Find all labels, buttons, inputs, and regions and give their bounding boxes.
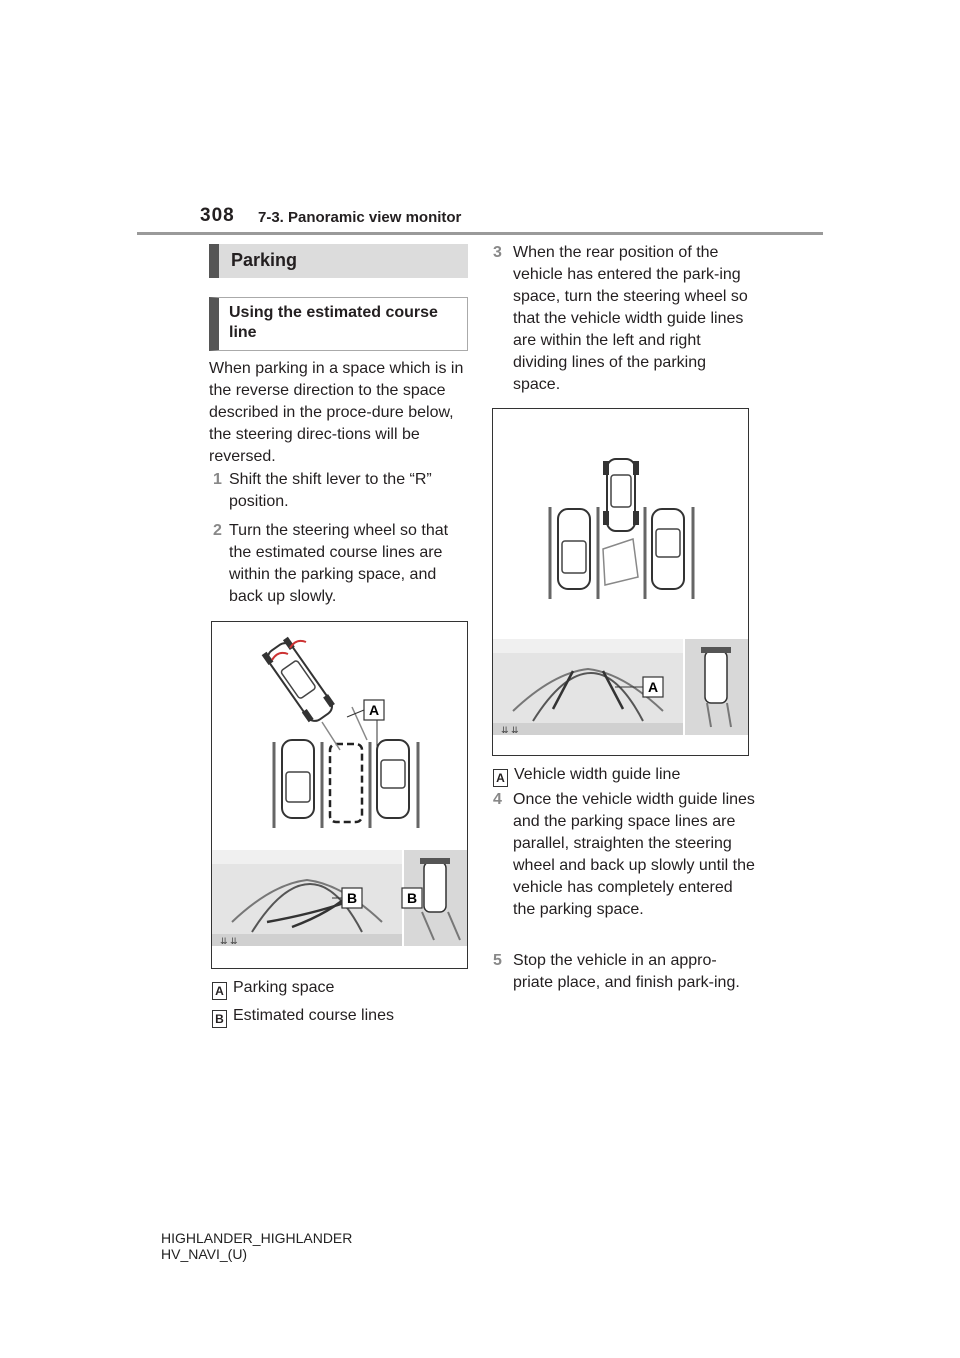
footer-line-2: HV_NAVI_(U) <box>161 1246 248 1262</box>
legend-item-a <box>493 765 680 787</box>
step-5 <box>493 950 755 994</box>
step-2 <box>213 520 471 608</box>
step-text: When the rear position of the vehicle has entered the park-ing space, turn the steering wheel so that the vehicle width guide lines are within the left and right dividing lines of the parking space. <box>513 244 748 393</box>
svg-text:⇊ ⇊: ⇊ ⇊ <box>501 725 519 735</box>
figure-vehicle-width-guide <box>492 408 749 756</box>
step-1 <box>213 469 471 513</box>
legend-tag: B <box>212 1010 227 1028</box>
intro-paragraph: When parking in a space which is in the reverse direction to the space described in the proce-dure below, the steering direc-tions will be reversed. <box>209 360 464 465</box>
step-number: 3 <box>493 244 502 261</box>
legend-text: Parking space <box>233 979 335 996</box>
step-3 <box>493 242 753 396</box>
step-number: 5 <box>493 952 502 969</box>
footer-line-1: HIGHLANDER_HIGHLANDER <box>161 1230 353 1246</box>
step-number: 1 <box>213 471 222 488</box>
figure-label-b2: B <box>406 890 418 906</box>
heading-parking: Parking <box>209 244 468 278</box>
step-number: 4 <box>493 791 502 808</box>
figure-estimated-course-lines <box>211 621 468 969</box>
step-text: Shift the shift lever to the “R” position. <box>229 471 432 510</box>
step-number: 2 <box>213 522 222 539</box>
figure-label-a: A <box>368 702 380 718</box>
figure-illustration <box>493 409 749 756</box>
step-text: Once the vehicle width guide lines and the parking space lines are parallel, straighten the steering wheel and back up slowly until the vehicle has completely entered the parking space. <box>513 791 755 918</box>
subheading-estimated-course-line: Using the estimated course line <box>209 297 468 351</box>
legend-text: Estimated course lines <box>233 1007 394 1024</box>
legend-text: Vehicle width guide line <box>514 766 681 783</box>
legend-item-b <box>212 1006 394 1028</box>
legend-item-a <box>212 978 334 1000</box>
figure-illustration <box>212 622 468 969</box>
footer-model <box>161 1230 352 1262</box>
section-title: 7-3. Panoramic view monitor <box>258 209 462 226</box>
step-text: Turn the steering wheel so that the estimated course lines are within the parking space, and back up slowly. <box>229 522 449 605</box>
step-text: Stop the vehicle in an appro-priate place, and finish park-ing. <box>513 952 740 991</box>
page-number: 308 <box>200 205 235 226</box>
legend-tag: A <box>493 769 508 787</box>
step-4 <box>493 789 755 921</box>
header-rule <box>137 232 823 235</box>
legend-tag: A <box>212 982 227 1000</box>
figure-label-a: A <box>647 679 659 695</box>
figure-label-b1: B <box>346 890 358 906</box>
svg-text:⇊ ⇊: ⇊ ⇊ <box>220 936 238 946</box>
